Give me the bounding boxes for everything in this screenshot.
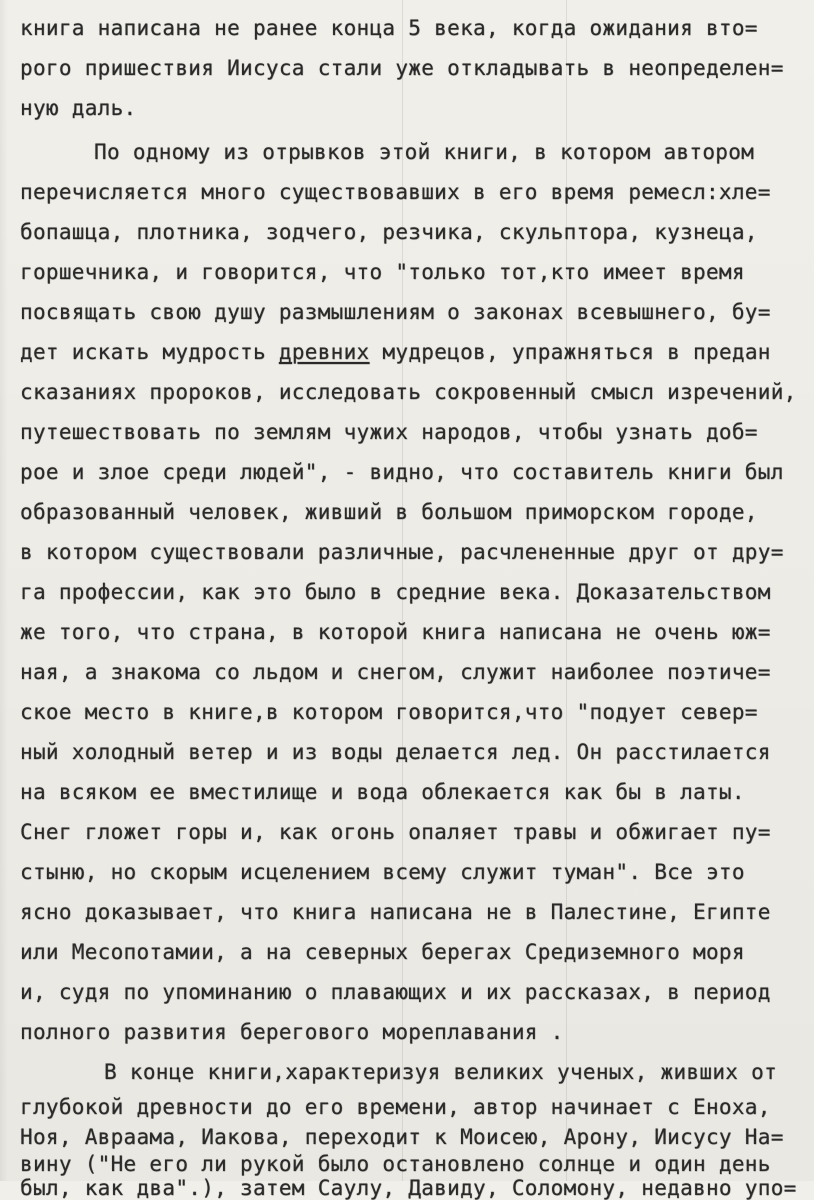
- underlined-word: древних: [278, 340, 370, 364]
- text-line-13: образованный человек, живший в большом приморском городе,: [20, 500, 758, 524]
- text-line-21: Снег гложет горы и, как огонь опаляет травы и обжигает пу=: [20, 820, 771, 844]
- text-line-29: Ноя, Авраама, Иакова, переходит к Моисею, Арону, Иисусу На=: [20, 1125, 784, 1149]
- text-line-20: на всяком ее вместилище и вода облекается как бы в латы.: [20, 780, 745, 804]
- text-line-7: горшечника, и говорится, что "только тот,кто имеет время: [20, 260, 745, 284]
- text-line-15: га профессии, как это было в средние века. Доказательством: [20, 580, 771, 604]
- text-line-5: перечисляется много существовавших в его время ремесл:хле=: [20, 180, 771, 204]
- text-line-17: ная, а знакома со льдом и снегом, служит наиболее поэтиче=: [20, 660, 771, 684]
- text-line-22: стыню, но скорым исцелением всему служит туман". Все это: [20, 860, 745, 884]
- text-line-9: [20, 340, 771, 364]
- text-line-23: ясно доказывает, что книга написана не в Палестине, Египте: [20, 900, 771, 924]
- text-line-19: ный холодный ветер и из воды делается лед. Он расстилается: [20, 740, 771, 764]
- text-line-11: путешествовать по землям чужих народов, чтобы узнать доб=: [20, 420, 758, 444]
- text-line-25: и, судя по упоминанию о плавающих и их рассказах, в период: [20, 980, 771, 1004]
- text-line-10: сказаниях пророков, исследовать сокровенный смысл изречений,: [20, 380, 797, 404]
- text-line-8: посвящать свою душу размышлениям о законах всевышнего, бу=: [20, 300, 771, 324]
- text-line-6: бопашца, плотника, зодчего, резчика, скульптора, кузнеца,: [20, 220, 758, 244]
- text-line-4: По одному из отрывков этой книги, в котором автором: [94, 140, 755, 164]
- text-line-16: же того, что страна, в которой книга написана не очень юж=: [20, 620, 771, 644]
- text-line-3: ную даль.: [20, 96, 137, 120]
- text-line-12: рое и злое среди людей", - видно, что составитель книги был: [20, 460, 784, 484]
- text-line-28: глубокой древности до его времени, автор начинает с Еноха,: [20, 1095, 771, 1119]
- text-line-27: В конце книги,характеризуя великих ученых, живших от: [104, 1060, 778, 1084]
- text-line-31: был, как два".), затем Саулу, Давиду, Соломону, недавно упо=: [20, 1176, 797, 1200]
- text-segment: мудрецов, упражняться в предан: [369, 340, 771, 364]
- text-line-2: рого пришествия Иисуса стали уже откладывать в неопределен=: [20, 56, 784, 80]
- text-line-24: или Месопотамии, а на северных берегах Средиземного моря: [20, 940, 745, 964]
- text-line-26: полного развития берегового мореплавания .: [20, 1020, 564, 1044]
- text-segment: дет искать мудрость: [20, 340, 279, 364]
- text-line-18: ское место в книге,в котором говорится,что "подует север=: [20, 700, 758, 724]
- text-line-14: в котором существовали различные, расчлененные друг от дру=: [20, 540, 784, 564]
- text-line-1: книга написана не ранее конца 5 века, когда ожидания вто=: [20, 16, 758, 40]
- text-line-30: вину ("Не его ли рукой было остановлено солнце и один день: [20, 1152, 771, 1176]
